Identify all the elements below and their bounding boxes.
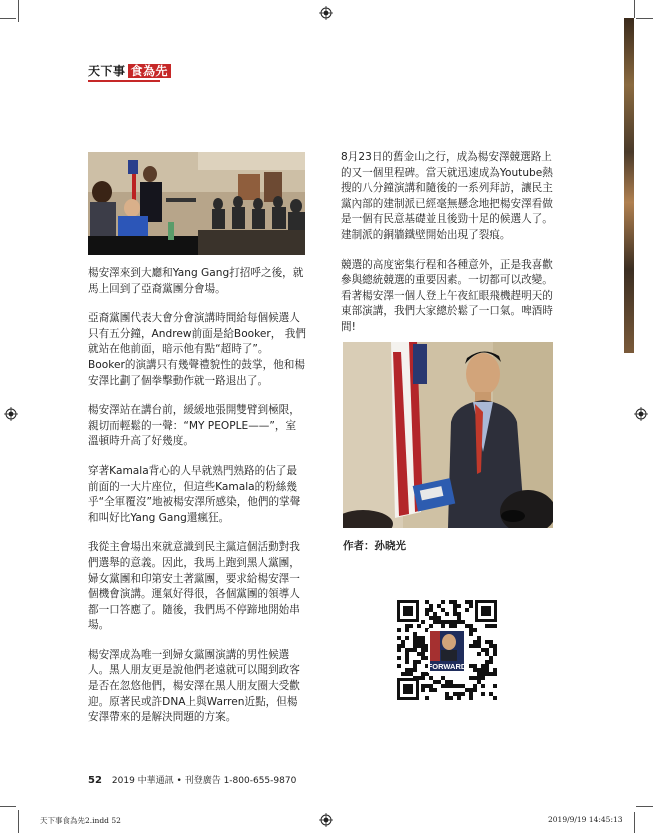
- qr-module: [469, 604, 473, 608]
- qr-module: [461, 684, 465, 688]
- qr-module: [405, 668, 409, 672]
- qr-module: [397, 644, 401, 648]
- qr-module: [425, 684, 429, 688]
- qr-module: [473, 644, 477, 648]
- qr-module: [477, 636, 481, 640]
- qr-module: [489, 692, 493, 696]
- qr-module: [441, 608, 445, 612]
- qr-module: [473, 628, 477, 632]
- qr-module: [485, 624, 489, 628]
- registration-mark-icon: [319, 813, 333, 827]
- qr-module: [409, 624, 413, 628]
- qr-module: [397, 664, 401, 668]
- registration-mark-icon: [319, 6, 333, 20]
- qr-module: [405, 624, 409, 628]
- qr-module: [453, 608, 457, 612]
- qr-module: [409, 672, 413, 676]
- qr-module: [493, 668, 497, 672]
- qr-code[interactable]: [395, 598, 499, 702]
- qr-module: [457, 616, 461, 620]
- qr-module: [473, 668, 477, 672]
- qr-module: [481, 684, 485, 688]
- adjacent-page-edge: [624, 18, 634, 353]
- header-rule: [88, 80, 160, 82]
- qr-module: [489, 656, 493, 660]
- qr-module: [433, 680, 437, 684]
- qr-module: [465, 624, 469, 628]
- qr-module: [429, 684, 433, 688]
- qr-module: [397, 648, 401, 652]
- qr-module: [465, 600, 469, 604]
- paragraph: 競選的高度密集行程和各種意外，正是我喜歡參與總統競選的重要因素。一切都可以改變。看著楊安澤一個人登上午夜紅眼飛機趕明天的東部演講，我們大家總於鬆了一口氣。啤酒時間!: [341, 258, 553, 333]
- right-text-column: [341, 150, 557, 350]
- registration-mark-icon: [4, 407, 18, 421]
- qr-module: [453, 604, 457, 608]
- qr-module: [421, 648, 425, 652]
- paragraph: 我從主會場出來就意識到民主黨這個活動對我們選舉的意義。因此，我馬上跑到黑人黨團，婦女黨團和印第安土著黨團，要求給楊安澤一個機會演講。運氣好得很，各個黨團的領導人都一口答應了。隨後，我們馬不停蹄地開始串場。: [88, 541, 300, 632]
- qr-module: [445, 696, 449, 700]
- qr-module: [405, 660, 409, 664]
- qr-module: [469, 676, 473, 680]
- qr-module: [397, 656, 401, 660]
- qr-module: [493, 672, 497, 676]
- qr-module: [421, 676, 425, 680]
- qr-module: [457, 620, 461, 624]
- qr-module: [425, 612, 429, 616]
- qr-module: [477, 668, 481, 672]
- qr-module: [449, 696, 453, 700]
- qr-module: [469, 688, 473, 692]
- print-slug-right: 2019/9/19 14:45:13: [548, 815, 623, 824]
- page-number: 52: [88, 775, 102, 786]
- footer-text: 2019 中華通訊 • 刊登廣告 1-800-655-9870: [111, 776, 297, 786]
- qr-module: [493, 644, 497, 648]
- qr-module: [429, 616, 433, 620]
- qr-module: [413, 648, 417, 652]
- qr-module: [477, 680, 481, 684]
- qr-module: [441, 620, 445, 624]
- qr-module: [485, 652, 489, 656]
- qr-module: [437, 616, 441, 620]
- qr-module: [489, 644, 493, 648]
- qr-module: [469, 664, 473, 668]
- qr-module: [421, 684, 425, 688]
- qr-module: [485, 648, 489, 652]
- qr-module: [473, 640, 477, 644]
- qr-module: [453, 624, 457, 628]
- crop-mark: [0, 806, 16, 807]
- qr-module: [445, 684, 449, 688]
- print-slug-left: 天下事食為先2.indd 52: [40, 816, 121, 825]
- qr-module: [493, 648, 497, 652]
- qr-module: [421, 688, 425, 692]
- qr-module: [453, 600, 457, 604]
- crop-mark: [18, 0, 19, 22]
- crop-mark: [634, 812, 635, 833]
- qr-module: [453, 612, 457, 616]
- qr-module: [445, 692, 449, 696]
- qr-module: [405, 628, 409, 632]
- qr-module: [429, 624, 433, 628]
- qr-module: [445, 620, 449, 624]
- qr-module: [481, 672, 485, 676]
- qr-module: [437, 680, 441, 684]
- crop-mark: [18, 810, 19, 833]
- qr-module: [469, 600, 473, 604]
- qr-module: [413, 644, 417, 648]
- qr-module: [469, 644, 473, 648]
- qr-module: [485, 640, 489, 644]
- qr-module: [417, 636, 421, 640]
- qr-module: [457, 612, 461, 616]
- qr-module: [473, 676, 477, 680]
- qr-module: [421, 640, 425, 644]
- qr-module: [417, 640, 421, 644]
- qr-module: [477, 644, 481, 648]
- left-text-column: [88, 266, 306, 740]
- qr-module: [397, 628, 401, 632]
- qr-module: [473, 664, 477, 668]
- qr-module: [425, 608, 429, 612]
- qr-module: [421, 656, 425, 660]
- qr-module: [425, 600, 429, 604]
- qr-module: [401, 672, 405, 676]
- qr-module: [453, 684, 457, 688]
- qr-module: [433, 620, 437, 624]
- qr-module: [469, 628, 473, 632]
- qr-module: [413, 640, 417, 644]
- qr-module: [413, 668, 417, 672]
- paragraph: 8月23日的舊金山之行，成為楊安澤競選路上的又一個里程碑。當天就迅速成為Youtube熱搜的八分鐘演講和隨後的一系列拜訪，讓民主黨內部的建制派已經毫無懸念地把楊安澤看做是一個有民意基礎並且後勁十足的候選人了。建制派的銅牆鐵壁開始出現了裂痕。: [341, 151, 553, 241]
- qr-module: [437, 604, 441, 608]
- qr-module: [485, 672, 489, 676]
- qr-module: [421, 644, 425, 648]
- qr-module: [489, 672, 493, 676]
- registration-mark-icon: [634, 407, 648, 421]
- qr-module: [485, 660, 489, 664]
- qr-module: [421, 672, 425, 676]
- qr-module: [405, 652, 409, 656]
- qr-module: [449, 624, 453, 628]
- qr-module: [413, 632, 417, 636]
- paragraph: 楊安澤來到大廳和Yang Gang打招呼之後，就馬上回到了亞裔黨團分會場。: [88, 267, 304, 295]
- qr-module: [465, 688, 469, 692]
- qr-module: [429, 604, 433, 608]
- qr-module: [481, 668, 485, 672]
- qr-module: [461, 620, 465, 624]
- qr-module: [489, 660, 493, 664]
- qr-module: [433, 616, 437, 620]
- paragraph: 穿著Kamala背心的人早就熟門熟路的佔了最前面的一大片座位，但這些Kamala的粉絲幾乎“全軍覆沒”地被楊安澤所感染，他們的掌聲和叫好比Yang Gang還瘋狂。: [88, 464, 301, 524]
- qr-module: [469, 696, 473, 700]
- page-footer: [88, 773, 296, 786]
- qr-module: [405, 636, 409, 640]
- qr-module: [481, 648, 485, 652]
- qr-module: [417, 660, 421, 664]
- qr-module: [457, 684, 461, 688]
- qr-module: [441, 600, 445, 604]
- qr-module: [481, 664, 485, 668]
- section-title: 天下事: [88, 64, 126, 78]
- qr-module: [489, 640, 493, 644]
- qr-module: [445, 680, 449, 684]
- section-tag: 食為先: [128, 64, 172, 78]
- qr-module: [437, 620, 441, 624]
- qr-module: [469, 624, 473, 628]
- qr-module: [421, 636, 425, 640]
- qr-module: [397, 636, 401, 640]
- qr-module: [405, 672, 409, 676]
- qr-module: [473, 688, 477, 692]
- qr-module: [477, 672, 481, 676]
- qr-module: [441, 676, 445, 680]
- qr-module: [453, 620, 457, 624]
- photo-candidate: [343, 342, 553, 528]
- qr-module: [421, 620, 425, 624]
- qr-module: [449, 620, 453, 624]
- qr-module: [477, 676, 481, 680]
- qr-module: [477, 652, 481, 656]
- qr-module: [461, 692, 465, 696]
- qr-module: [449, 600, 453, 604]
- qr-module: [441, 624, 445, 628]
- qr-module: [409, 668, 413, 672]
- qr-module: [493, 624, 497, 628]
- paragraph: 亞裔黨團代表大會分會演講時間給每個候選人只有五分鐘，Andrew前面是給Booker， 我們就站在他前面，暗示他有點“超時了”。 Booker的演講只有幾聲禮貌性的鼓掌，他和楊安澤比劃了個拳擊動作就一路退出了。: [88, 312, 306, 387]
- qr-module: [401, 640, 405, 644]
- qr-module: [413, 664, 417, 668]
- crop-mark: [634, 0, 635, 18]
- qr-module: [457, 696, 461, 700]
- qr-module: [417, 644, 421, 648]
- qr-module: [405, 648, 409, 652]
- qr-module: [449, 684, 453, 688]
- qr-module: [445, 612, 449, 616]
- crop-mark: [0, 18, 16, 19]
- qr-module: [493, 684, 497, 688]
- qr-module: [465, 608, 469, 612]
- qr-module: [441, 684, 445, 688]
- qr-module: [457, 604, 461, 608]
- qr-module: [433, 688, 437, 692]
- qr-module: [473, 684, 477, 688]
- qr-module: [477, 640, 481, 644]
- qr-module: [453, 692, 457, 696]
- qr-module: [429, 676, 433, 680]
- crop-mark: [636, 18, 653, 19]
- section-header: [88, 62, 171, 79]
- qr-module: [481, 692, 485, 696]
- paragraph: 楊安澤站在講台前，緩緩地張開雙臂到極限，親切而輕鬆的一聲：“MY PEOPLE——”，室溫頓時升高了好幾度。: [88, 404, 300, 448]
- qr-module: [489, 624, 493, 628]
- qr-module: [413, 636, 417, 640]
- qr-module: [457, 692, 461, 696]
- qr-module: [409, 648, 413, 652]
- qr-module: [429, 608, 433, 612]
- qr-module: [429, 688, 433, 692]
- qr-module: [433, 612, 437, 616]
- author-caption: 作者：孙晓光: [343, 540, 406, 552]
- qr-module: [405, 656, 409, 660]
- qr-module: [425, 696, 429, 700]
- qr-module: [413, 660, 417, 664]
- qr-module: [421, 652, 425, 656]
- qr-module: [493, 696, 497, 700]
- qr-module: [469, 632, 473, 636]
- crop-mark: [636, 806, 653, 807]
- qr-module: [417, 652, 421, 656]
- photo-conference-hall: [88, 152, 305, 255]
- qr-module: [469, 692, 473, 696]
- qr-label: FORWARD: [427, 662, 467, 671]
- qr-module: [481, 676, 485, 680]
- qr-module: [449, 680, 453, 684]
- paragraph: 楊安澤成為唯一到婦女黨團演講的男性候選人。黑人朋友更是說他們老遠就可以聞到政客是否在忽悠他們，楊安澤在黑人朋友圈大受歡迎。原著民或許DNA上與Warren近點，但楊安澤帶來的是解決問題的方案。: [88, 648, 300, 724]
- qr-module: [485, 664, 489, 668]
- qr-module: [401, 644, 405, 648]
- qr-module: [485, 668, 489, 672]
- qr-module: [493, 652, 497, 656]
- qr-module: [417, 624, 421, 628]
